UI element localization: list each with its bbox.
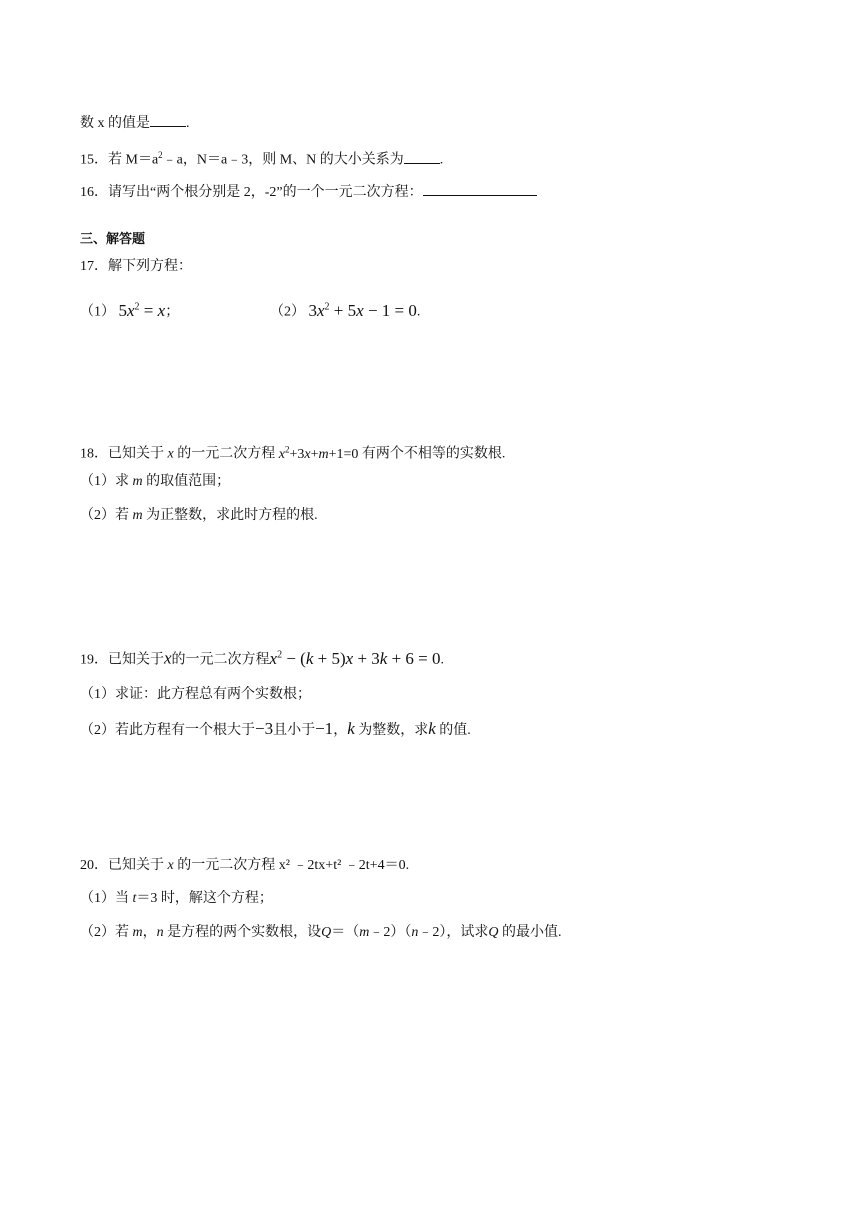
q17-number: 17． xyxy=(80,259,108,274)
q18-p1-a: 求 xyxy=(115,474,129,489)
q18-p2-a: 若 xyxy=(115,508,129,523)
q18-part2 xyxy=(80,506,318,526)
q20-p2-n: n xyxy=(156,925,164,940)
q17-p1-label: （1） xyxy=(80,304,115,320)
q20-p2-d: ＝（ xyxy=(331,925,360,940)
q18-number: 18． xyxy=(80,446,108,462)
q19-text-b: 的一元二次方程 xyxy=(171,652,270,668)
q18-eq-e: m xyxy=(318,446,329,462)
q18-text-b: 的一元二次方程 xyxy=(177,446,276,462)
q18-p1-label: （1） xyxy=(80,474,115,489)
q19-text-a: 已知关于 xyxy=(108,652,164,668)
q14-end: . xyxy=(186,116,190,131)
q17-text: 解下列方程： xyxy=(108,259,192,274)
q18-text-c: 有两个不相等的实数根. xyxy=(361,446,506,462)
q20-p2-label: （2） xyxy=(80,925,115,940)
q20-equation: x² ﹣2tx+t² ﹣2t+4＝0. xyxy=(278,858,410,873)
q16 xyxy=(80,181,537,203)
q19-p2-d: 为整数，求 xyxy=(358,723,429,738)
q20-p2-b: ， xyxy=(142,925,157,940)
q19-p2-e: 的值. xyxy=(439,723,471,738)
q20-part1 xyxy=(80,889,273,909)
q17-part1 xyxy=(80,297,179,323)
q19-p2-var2: k xyxy=(428,719,436,738)
q18-p2-label: （2） xyxy=(80,508,115,523)
q15-answer-blank xyxy=(404,149,440,164)
q19-part2 xyxy=(80,719,471,741)
q20-var-x: x xyxy=(167,858,174,873)
q20-p1-a: 当 xyxy=(115,891,129,906)
q18-p1-b: 的取值范围； xyxy=(146,474,231,489)
q20-p2-q: Q xyxy=(321,925,332,940)
q20-p2-c: 是方程的两个实数根，设 xyxy=(167,925,322,940)
q14-answer-blank xyxy=(150,112,186,127)
q20-p2-g: 的最小值. xyxy=(502,925,562,940)
q17 xyxy=(80,257,192,277)
q17-p2-end: . xyxy=(416,304,421,320)
q18-eq-a: x xyxy=(278,446,285,462)
q18-p2-var: m xyxy=(132,508,143,523)
q17-part2 xyxy=(270,297,420,323)
q18-part1 xyxy=(80,472,230,492)
q15-end: . xyxy=(439,152,444,168)
q14-tail xyxy=(80,112,190,134)
q19-p2-val1: −3 xyxy=(255,719,274,738)
q16-number: 16． xyxy=(80,185,108,200)
q18-eq-c: x xyxy=(304,446,311,462)
q18-eq-sup: 2 xyxy=(284,444,290,454)
q18 xyxy=(80,439,505,465)
q15-sup: 2 xyxy=(158,150,163,160)
q15-text-a: 若 M＝a xyxy=(108,152,159,168)
q19-p2-c: ， xyxy=(333,723,348,738)
q19-number: 19． xyxy=(80,652,108,668)
q20-number: 20． xyxy=(80,858,108,873)
q18-var-x: x xyxy=(167,446,174,462)
q19-p1-label: （1） xyxy=(80,687,115,702)
q19 xyxy=(80,645,444,671)
q18-eq-d: + xyxy=(310,446,319,462)
section-title: 三、解答题 xyxy=(80,232,146,247)
q20-p2-f: ﹣2），试求 xyxy=(418,925,489,940)
q18-p1-var: m xyxy=(132,474,143,489)
q20-p2-m2: m xyxy=(359,925,370,940)
q19-p2-var: k xyxy=(347,719,355,738)
q20-p1-var: t xyxy=(132,891,137,906)
q20-part2 xyxy=(80,923,562,943)
q18-text-a: 已知关于 xyxy=(108,446,164,462)
q16-text: 请写出“两个根分别是 2，-2”的一个一元二次方程： xyxy=(108,185,423,200)
q19-p2-a: 若此方程有一个根大于 xyxy=(115,723,255,738)
q20-p2-m: m xyxy=(132,925,143,940)
q17-p2-label: （2） xyxy=(270,304,305,320)
q20-text-b: 的一元二次方程 xyxy=(177,858,276,873)
q20-p1-b: ＝3 时，解这个方程； xyxy=(136,891,273,906)
q20-p2-e: ﹣2）（ xyxy=(369,925,412,940)
q19-part1 xyxy=(80,685,311,705)
q19-p2-label: （2） xyxy=(80,723,115,738)
q19-p2-val2: −1 xyxy=(315,719,334,738)
q20-p2-q2: Q xyxy=(488,925,499,940)
q20-p1-label: （1） xyxy=(80,891,115,906)
q18-eq-f: +1=0 xyxy=(328,446,359,462)
q20-p2-a: 若 xyxy=(115,925,129,940)
q20-p2-n2: n xyxy=(411,925,419,940)
q19-end: . xyxy=(440,652,445,668)
q15-text-b: ﹣a，N＝a﹣3，则 M、N 的大小关系为 xyxy=(162,152,404,168)
q20 xyxy=(80,856,409,876)
q15-number: 15． xyxy=(80,152,108,168)
q19-equation: $x^2 - (k + 5)x + 3k + 6 = 0$ xyxy=(269,648,441,668)
q19-p2-b: 且小于 xyxy=(273,723,316,738)
q14-text: 数 x 的值是 xyxy=(80,116,150,131)
q16-answer-blank xyxy=(423,181,537,196)
q18-p2-b: 为正整数，求此时方程的根. xyxy=(146,508,318,523)
q17-equation-2: $3x^2 + 5x - 1 = 0$ xyxy=(308,300,417,320)
q18-equation xyxy=(278,444,359,462)
q17-p1-sep: ； xyxy=(165,304,180,320)
q15 xyxy=(80,145,443,171)
q20-text-a: 已知关于 xyxy=(108,858,164,873)
q19-p1-text: 求证：此方程总有两个实数根； xyxy=(115,687,311,702)
q17-equation-1: $5x^2 = x$ xyxy=(118,300,166,320)
q19-var-x: x xyxy=(164,648,172,668)
q18-eq-b: +3 xyxy=(289,446,305,462)
